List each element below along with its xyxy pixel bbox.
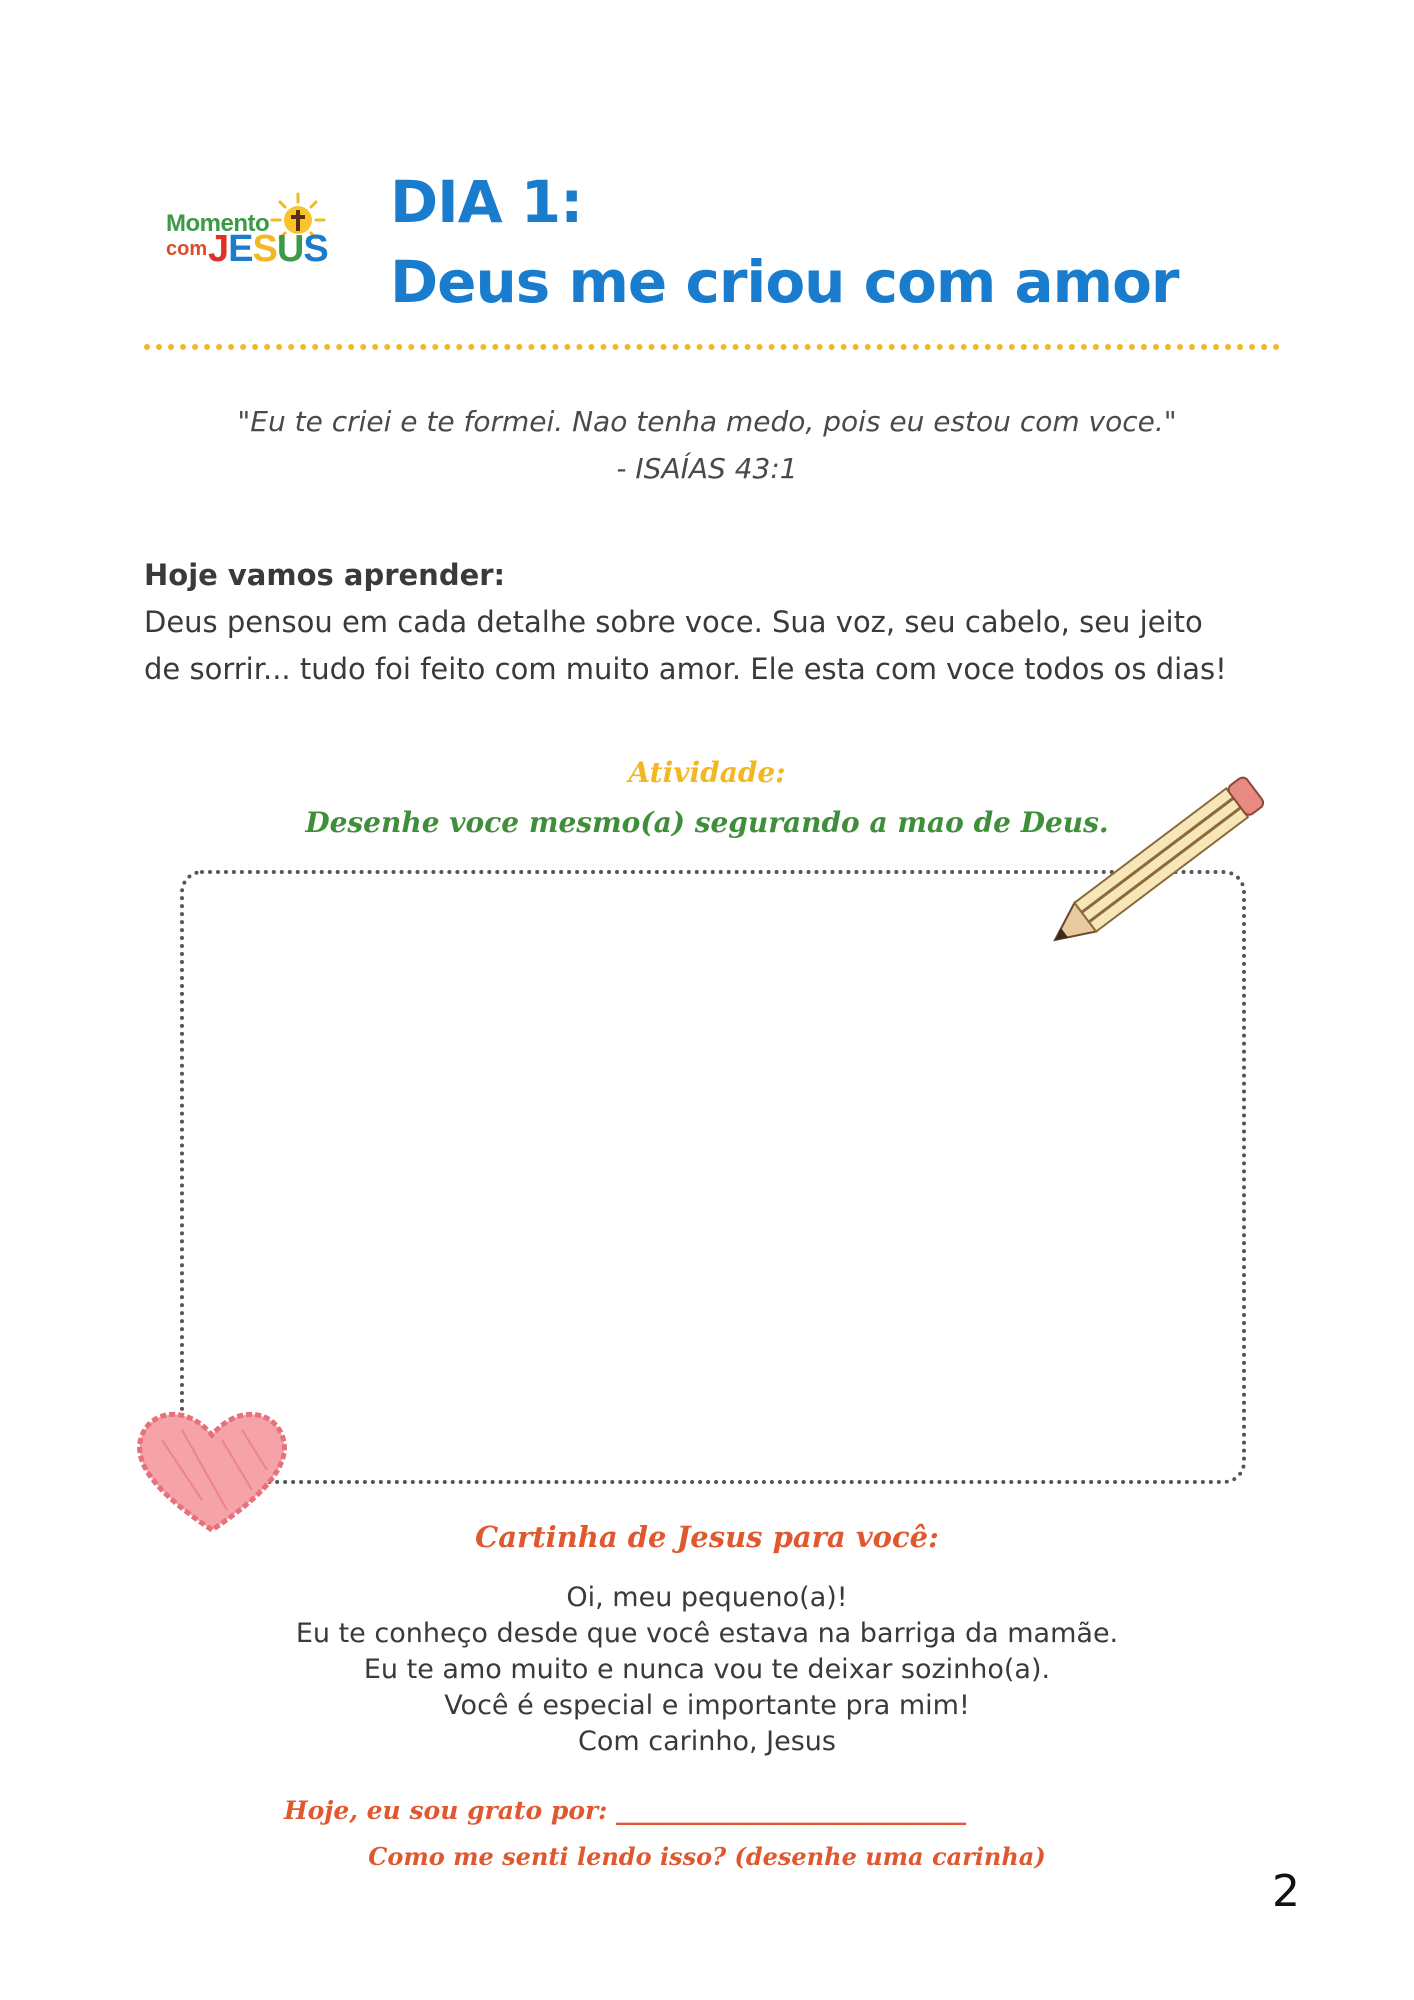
letter-line: Você é especial e importante pra mim! — [444, 1690, 970, 1721]
feeling-prompt: Como me senti lendo isso? (desenhe uma carinha) — [368, 1842, 1046, 1871]
lesson-title: Deus me criou com amor — [390, 248, 1179, 316]
letter-signature: Com carinho, Jesus — [578, 1726, 836, 1757]
gratitude-prompt[interactable]: Hoje, eu sou grato por: ____________________________ — [284, 1796, 967, 1825]
day-title: DIA 1: — [390, 168, 583, 236]
learn-text-line: de sorrir... tudo foi feito com muito amor. Ele esta com voce todos os dias! — [144, 652, 1227, 686]
heart-icon — [132, 1400, 292, 1540]
activity-instructions: Desenhe voce mesmo(a) segurando a mao de Deus. — [305, 806, 1109, 839]
activity-label: Atividade: — [628, 756, 786, 789]
learn-heading: Hoje vamos aprender: — [144, 558, 506, 592]
drawing-area[interactable] — [180, 870, 1246, 1484]
verse-reference: - ISAÍAS 43:1 — [616, 452, 798, 485]
letter-line: Oi, meu pequeno(a)! — [566, 1582, 848, 1613]
dotted-divider — [144, 344, 1280, 350]
pencil-icon — [1035, 770, 1285, 960]
learn-text-line: Deus pensou em cada detalhe sobre voce. Sua voz, seu cabelo, seu jeito — [144, 605, 1203, 639]
letter-line: Eu te amo muito e nunca vou te deixar sozinho(a). — [363, 1654, 1051, 1685]
logo-word-jesus: JESUS — [208, 228, 328, 270]
brand-logo — [160, 190, 340, 290]
page-number: 2 — [1272, 1866, 1300, 1917]
logo-word-com: com — [166, 238, 208, 260]
logo-word-momento: Momento — [166, 210, 270, 237]
verse-quote: "Eu te criei e te formei. Nao tenha medo, pois eu estou com voce." — [237, 405, 1177, 438]
letter-line: Eu te conheço desde que você estava na barriga da mamãe. — [295, 1618, 1119, 1649]
letter-title: Cartinha de Jesus para você: — [475, 1520, 939, 1554]
